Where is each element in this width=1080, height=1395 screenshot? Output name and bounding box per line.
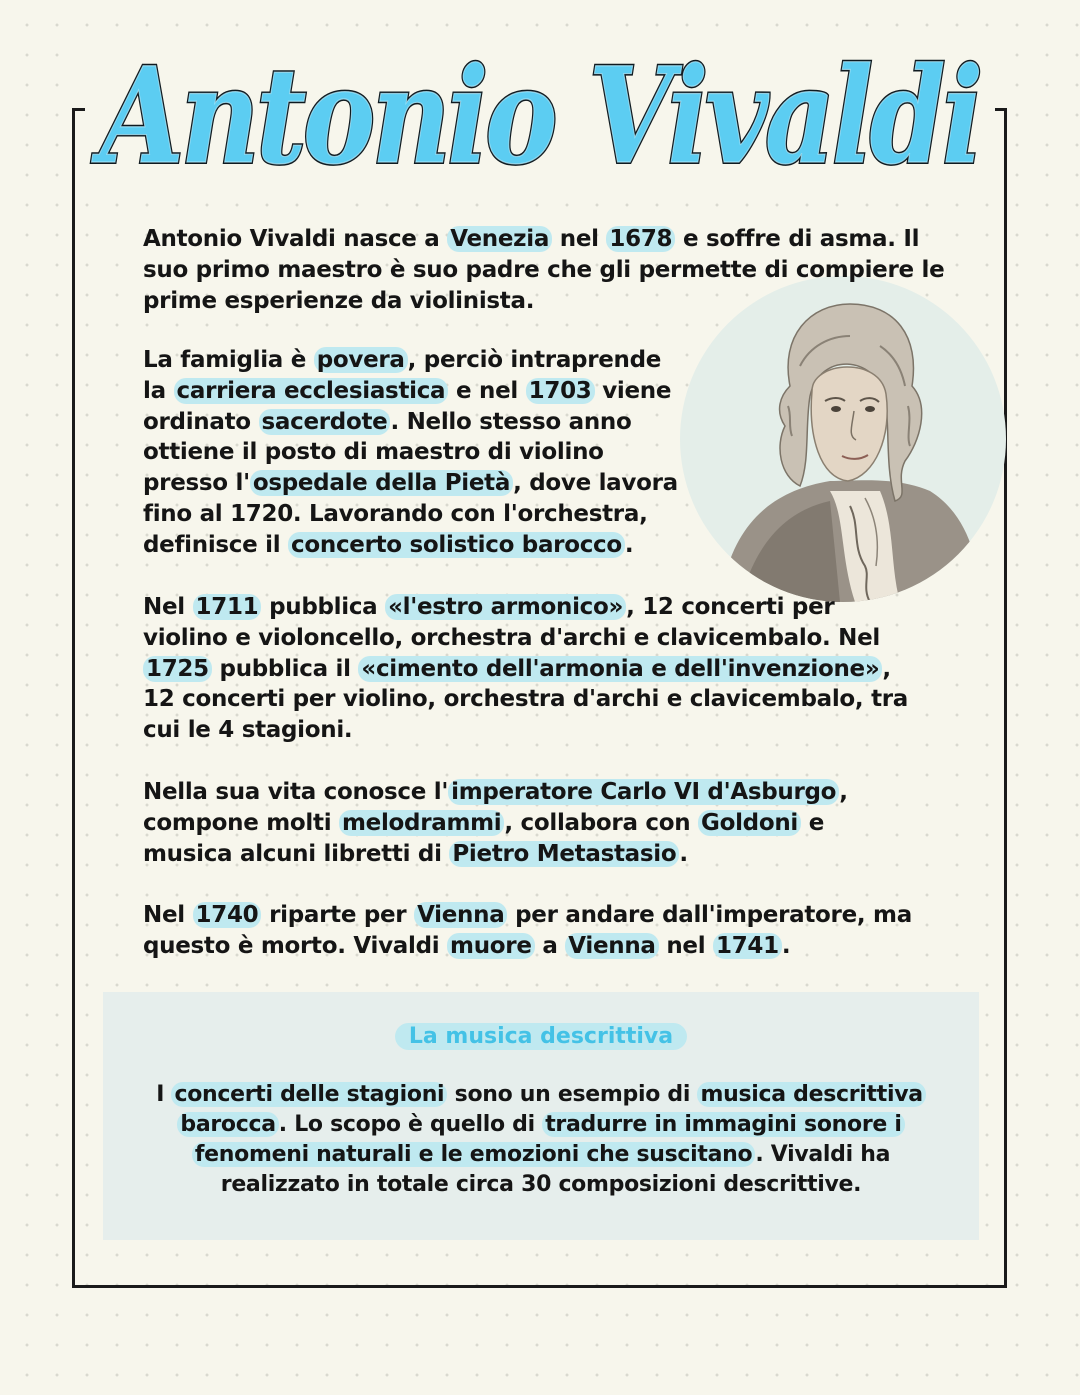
highlight-concerti-stagioni: concerti delle stagioni	[171, 1082, 447, 1107]
text-run: Nella sua vita conosce l'	[143, 779, 449, 805]
text-run: e soffre di asma. Il suo primo maestro è suo padre che gli permette di compiere le prime esperienze da violinista.	[143, 226, 945, 314]
text-run: per andare dall'imperatore, ma questo è morto. Vivaldi	[143, 902, 912, 959]
box-paragraph	[143, 1080, 939, 1200]
text-run: .	[624, 531, 634, 558]
highlight-carriera: carriera ecclesiastica	[174, 378, 449, 404]
highlight-vienna: Vienna	[414, 902, 507, 928]
text-run: pubblica il	[211, 655, 359, 682]
text-run: pubblica	[261, 594, 386, 620]
highlight-estro-armonico: «l'estro armonico»	[385, 594, 626, 620]
highlight-sacerdote: sacerdote	[259, 409, 391, 435]
text-run: La famiglia è	[143, 347, 314, 373]
text-run: , compone molti	[143, 779, 848, 836]
text-run: Nel	[143, 594, 193, 620]
highlight-musica-descrittiva: musica descrittiva barocca	[177, 1082, 925, 1137]
highlight-tradurre: tradurre in immagini sonore i fenomeni naturali e le emozioni che suscitano	[192, 1112, 905, 1167]
highlight-year-1711: 1711	[193, 594, 262, 620]
text-run: . Vivaldi ha realizzato in totale circa 30 composizioni descrittive.	[220, 1142, 891, 1197]
descriptive-music-box	[103, 992, 979, 1240]
text-run: nel	[552, 226, 607, 252]
text-run: . Nello stesso anno ottiene il posto di maestro di violino presso l'	[143, 408, 632, 497]
text-run: , 12 concerti per violino, orchestra d'archi e clavicembalo, tra cui le 4 stagioni.	[143, 655, 909, 744]
text-run: nel	[658, 932, 713, 959]
highlight-metastasio: Pietro Metastasio	[449, 841, 679, 867]
highlight-muore: muore	[447, 933, 535, 959]
highlight-year-1703: 1703	[526, 378, 595, 404]
life-paragraph	[143, 777, 918, 869]
death-paragraph	[143, 900, 918, 962]
vivaldi-portrait	[680, 276, 1006, 602]
text-run: . Lo scopo è quello di	[278, 1112, 543, 1137]
publications-paragraph	[143, 592, 918, 746]
text-run: , dove lavora fino al 1720. Lavorando con l'orchestra, definisce il	[143, 470, 678, 558]
highlight-concerto: concerto solistico barocco	[288, 532, 625, 558]
highlight-imperatore: imperatore Carlo VI d'Asburgo	[448, 779, 839, 805]
page-title-text: Antonio Vivaldi	[90, 39, 980, 194]
text-run: Antonio Vivaldi nasce a	[143, 226, 448, 252]
text-run: a	[534, 932, 566, 959]
box-heading	[103, 1024, 979, 1049]
text-run: , collabora con	[504, 809, 699, 836]
text-run: , perciò intraprende la	[143, 347, 662, 404]
highlight-venezia: Venezia	[447, 226, 552, 252]
page-title-shine: Antonio Vivaldi	[90, 39, 980, 194]
box-heading-label: La musica descrittiva	[395, 1023, 687, 1050]
highlight-year-1678: 1678	[606, 226, 675, 252]
text-run: riparte per	[261, 902, 415, 928]
career-paragraph	[143, 345, 678, 561]
highlight-vienna: Vienna	[565, 933, 658, 959]
text-run: .	[781, 932, 791, 959]
highlight-year-1725: 1725	[143, 656, 212, 682]
text-run: .	[679, 840, 688, 867]
text-run: Nel	[143, 902, 193, 928]
highlight-ospedale: ospedale della Pietà	[250, 470, 513, 496]
text-run: sono un esempio di	[447, 1082, 698, 1107]
text-run: , 12 concerti per violino e violoncello, orchestra d'archi e clavicembalo. Nel	[143, 594, 880, 651]
title-banner	[85, 30, 995, 200]
highlight-melodrammi: melodrammi	[339, 810, 504, 836]
text-run: I	[156, 1082, 172, 1107]
highlight-goldoni: Goldoni	[698, 810, 801, 836]
text-run: e musica alcuni libretti di	[143, 809, 825, 867]
text-run: viene ordinato	[143, 377, 672, 435]
highlight-cimento: «cimento dell'armonia e dell'invenzione»	[358, 656, 882, 682]
page-title	[85, 30, 995, 200]
highlight-year-1740: 1740	[193, 902, 262, 928]
highlight-povera: povera	[314, 347, 408, 373]
text-run: e nel	[448, 377, 526, 404]
highlight-year-1741: 1741	[713, 933, 782, 959]
portrait-illustration	[680, 276, 1006, 602]
intro-paragraph	[143, 224, 958, 316]
